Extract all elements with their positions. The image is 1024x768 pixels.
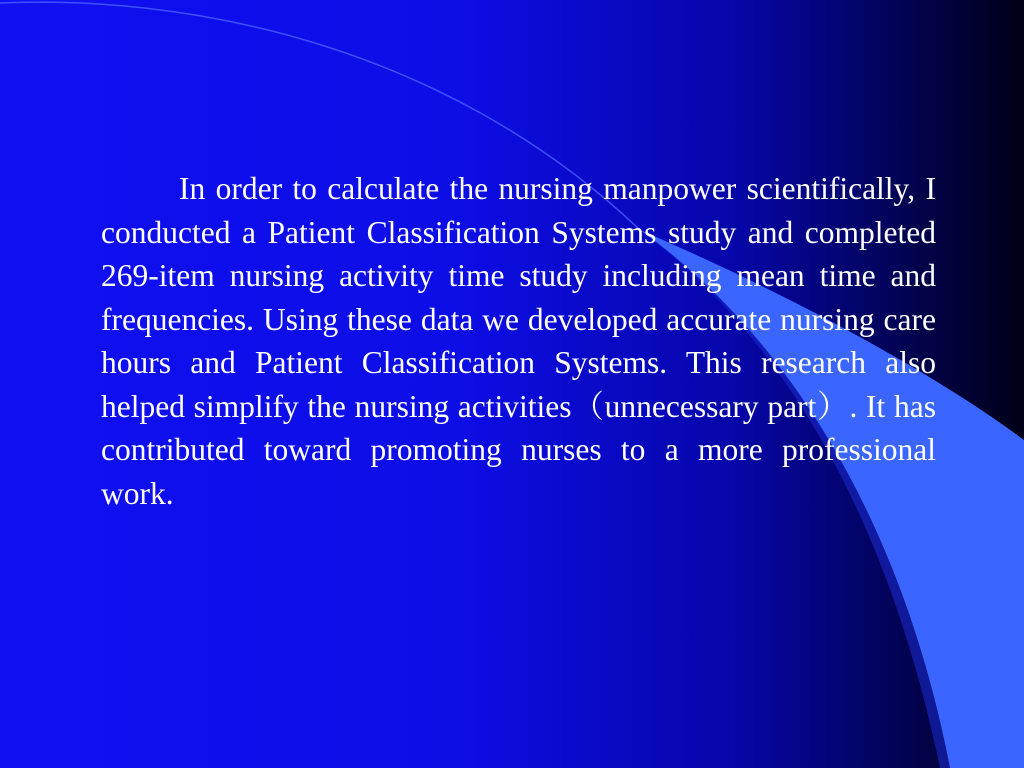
slide-body-text: In order to calculate the nursing manpower scientifically, I conducted a Patient Classification Systems study and completed 269-item nursing activity time study including mean time and frequencies. Using these data we developed accurate nursing care hours and Patient Classification Systems. This research also helped simplify the nursing activities（unnecessary part）. It has contributed toward promoting nurses to a more professional work.	[101, 171, 936, 511]
